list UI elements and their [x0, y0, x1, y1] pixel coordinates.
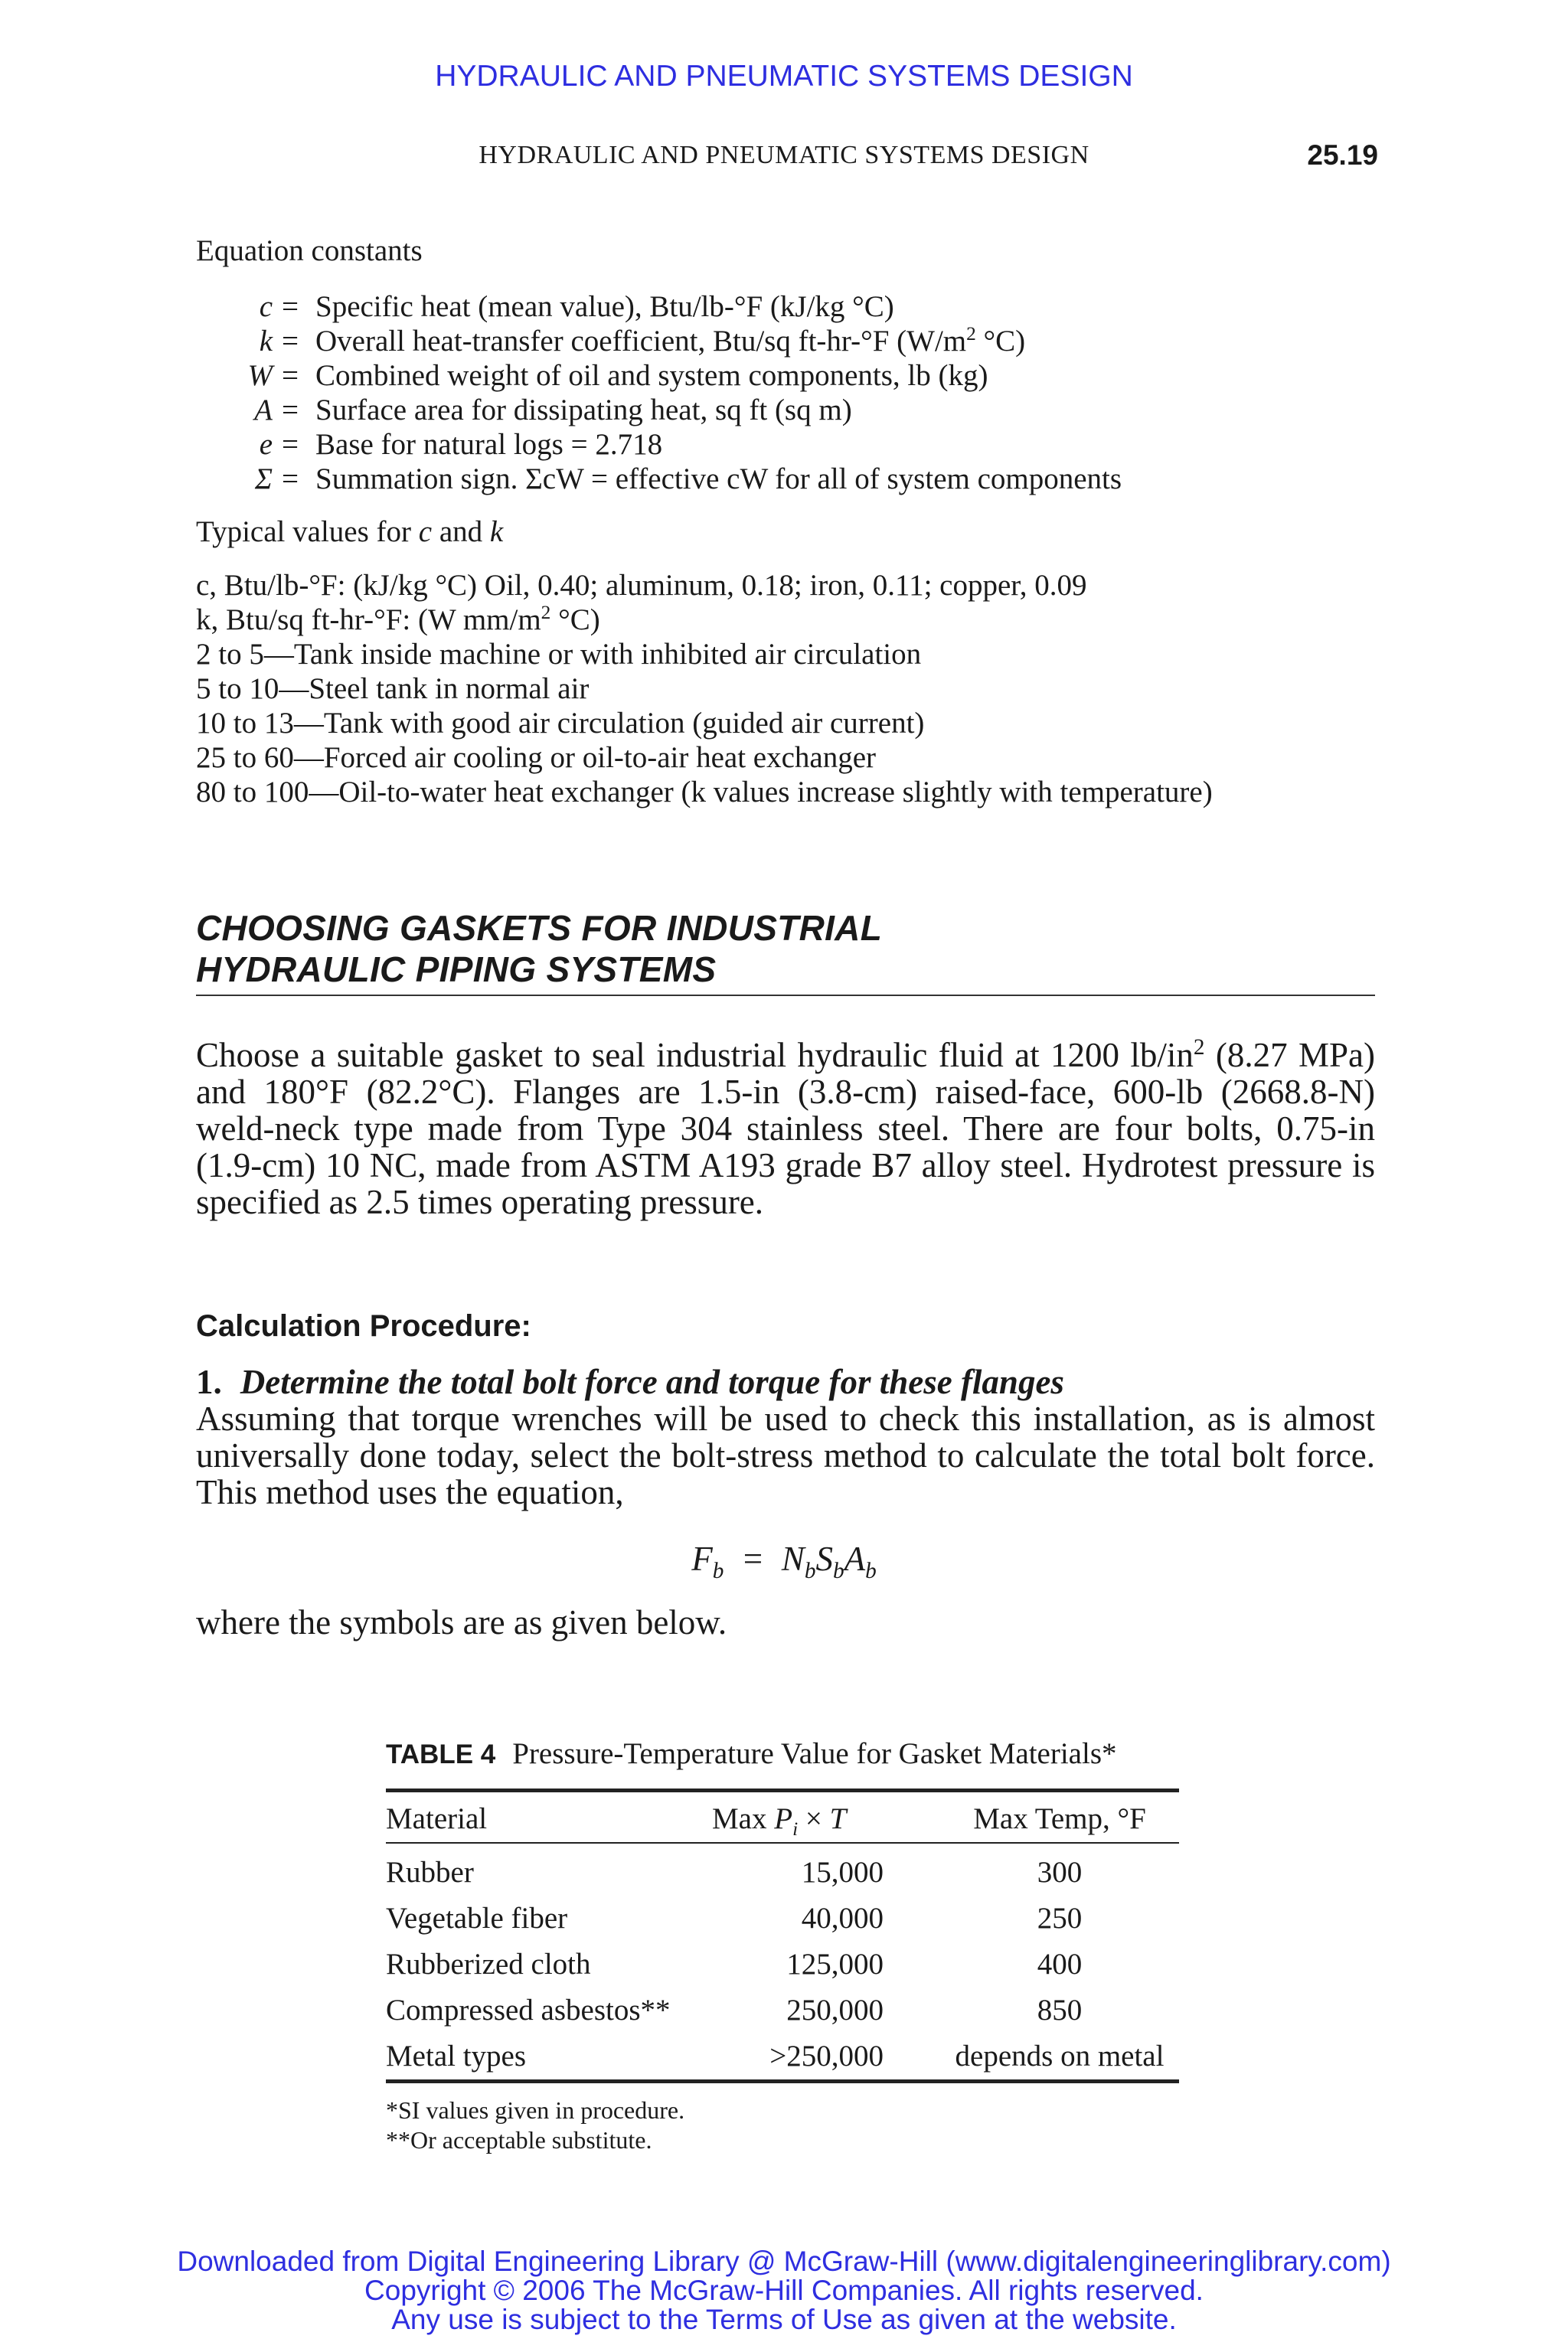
- cell-max-temp: 300: [1037, 1856, 1083, 1889]
- problem-statement: Choose a suitable gasket to seal industrial hydraulic fluid at 1200 $lb/in^2$ (8.27 MPa) and 180°F (82.2°C). Flanges are 1.5-in (3.8-cm) raised-face, 600-lb (2668.8-N) weld-neck type made from Type 304 stainless steel. There are four bolts, 0.75-in (1.9-cm) 10 NC, made from ASTM A193 grade B7 alloy steel. Hydrotest pressure is specified as 2.5 times operating pressure.: [196, 1035, 1375, 1221]
- constant-symbol: Σ: [254, 462, 273, 495]
- table-top-rule: [386, 1788, 1179, 1792]
- constant-description: Combined weight of oil and system components, lb (kg): [315, 359, 988, 392]
- page-number: 25.19: [1307, 139, 1378, 171]
- top-banner-title: HYDRAULIC AND PNEUMATIC SYSTEMS DESIGN: [435, 60, 1133, 93]
- cell-max-pt: 40,000: [801, 1902, 884, 1935]
- table-header-max-temp: Max Temp, °F: [973, 1802, 1146, 1835]
- cell-max-temp: 250: [1037, 1902, 1083, 1935]
- footer-line-3: Any use is subject to the Terms of Use as given at the website.: [391, 2304, 1177, 2335]
- cell-max-pt: 250,000: [786, 1994, 884, 2027]
- cell-material: Vegetable fiber: [386, 1902, 568, 1935]
- constant-symbol: c: [259, 290, 273, 323]
- table-footnote: **Or acceptable substitute.: [386, 2126, 652, 2154]
- cell-max-pt: 15,000: [801, 1856, 884, 1889]
- cell-max-temp: 850: [1037, 1994, 1083, 2027]
- typical-value-line: 5 to 10—Steel tank in normal air: [196, 672, 590, 705]
- constant-equals: =: [282, 325, 299, 358]
- cell-material: Metal types: [386, 2040, 527, 2073]
- table-bottom-rule: [386, 2079, 1179, 2083]
- cell-max-temp: depends on metal: [955, 2040, 1165, 2073]
- typical-value-line: 2 to 5—Tank inside machine or with inhibited air circulation: [196, 638, 922, 671]
- step-title-text: Determine the total bolt force and torque for these flanges: [240, 1363, 1064, 1401]
- constant-symbol: k: [259, 325, 273, 358]
- table-label: TABLE 4: [386, 1740, 496, 1769]
- constant-symbol: A: [254, 394, 273, 426]
- equation-followup: where the symbols are as given below.: [196, 1603, 727, 1642]
- cell-max-pt: 125,000: [786, 1948, 884, 1981]
- cell-max-temp: 400: [1037, 1948, 1083, 1981]
- footer-line-1: Downloaded from Digital Engineering Library @ McGraw-Hill (www.digitalengineeringlibrary.com): [177, 2246, 1391, 2277]
- typical-value-line: k, Btu/sq ft-hr-°F: (W $mm/m^2$ °C): [196, 602, 600, 636]
- constant-equals: =: [282, 428, 299, 461]
- constant-description: Summation sign. ΣcW = effective cW for all of system components: [315, 462, 1122, 495]
- typical-value-line: 80 to 100—Oil-to-water heat exchanger (k values increase slightly with temperature): [196, 776, 1213, 808]
- equation-constants-title: Equation constants: [196, 234, 423, 267]
- footer-line-2: Copyright © 2006 The McGraw-Hill Companies. All rights reserved.: [364, 2275, 1204, 2306]
- constant-description: Overall heat-transfer coefficient, Btu/sq ft-hr-°F ($W/m^2$ °C): [315, 323, 1026, 358]
- table-caption-text: Pressure-Temperature Value for Gasket Materials*: [512, 1737, 1117, 1770]
- table-header-rule: [386, 1842, 1179, 1844]
- typical-values-title: Typical values for c and k: [196, 515, 504, 548]
- table-header-max-pt: Max $P_i \times T$: [712, 1802, 847, 1840]
- constant-symbol: e: [259, 428, 273, 461]
- constant-equals: =: [282, 394, 299, 426]
- typical-value-line: 25 to 60—Forced air cooling or oil-to-air heat exchanger: [196, 741, 877, 774]
- table-header-material: Material: [386, 1802, 488, 1835]
- section-title-line2: HYDRAULIC PIPING SYSTEMS: [196, 949, 717, 989]
- constant-equals: =: [282, 462, 299, 495]
- calculation-procedure-heading: Calculation Procedure:: [196, 1309, 531, 1343]
- section-title-line1: CHOOSING GASKETS FOR INDUSTRIAL: [196, 908, 883, 948]
- running-header-title: HYDRAULIC AND PNEUMATIC SYSTEMS DESIGN: [479, 141, 1089, 169]
- step-paragraph: Assuming that torque wrenches will be used to check this installation, as is almost universally done today, select the bolt-stress method to calculate the total bolt force. This method uses the equation,: [196, 1400, 1375, 1511]
- bolt-force-equation: $F_b = N_bS_bA_b$: [691, 1540, 877, 1583]
- constant-description: Surface area for dissipating heat, sq ft (sq m): [315, 394, 852, 426]
- constant-description: Specific heat (mean value), Btu/lb-°F (kJ/kg °C): [315, 290, 894, 323]
- cell-max-pt: >250,000: [769, 2040, 884, 2073]
- constant-equals: =: [282, 359, 299, 392]
- section-title: [196, 907, 882, 990]
- table-caption: [386, 1736, 1117, 1771]
- cell-material: Compressed asbestos**: [386, 1994, 671, 2027]
- typical-value-line: c, Btu/lb-°F: (kJ/kg °C) Oil, 0.40; aluminum, 0.18; iron, 0.11; copper, 0.09: [196, 569, 1087, 602]
- cell-material: Rubber: [386, 1856, 474, 1889]
- step-title: [196, 1364, 1064, 1400]
- constant-equals: =: [282, 290, 299, 323]
- download-footer: [0, 2247, 1568, 2334]
- table-footnote: *SI values given in procedure.: [386, 2096, 685, 2124]
- cell-material: Rubberized cloth: [386, 1948, 591, 1981]
- step-number: 1.: [196, 1363, 222, 1401]
- constant-description: Base for natural logs = 2.718: [315, 428, 663, 461]
- typical-value-line: 10 to 13—Tank with good air circulation (guided air current): [196, 707, 925, 740]
- constant-symbol: W: [247, 359, 273, 392]
- section-divider: [196, 995, 1375, 996]
